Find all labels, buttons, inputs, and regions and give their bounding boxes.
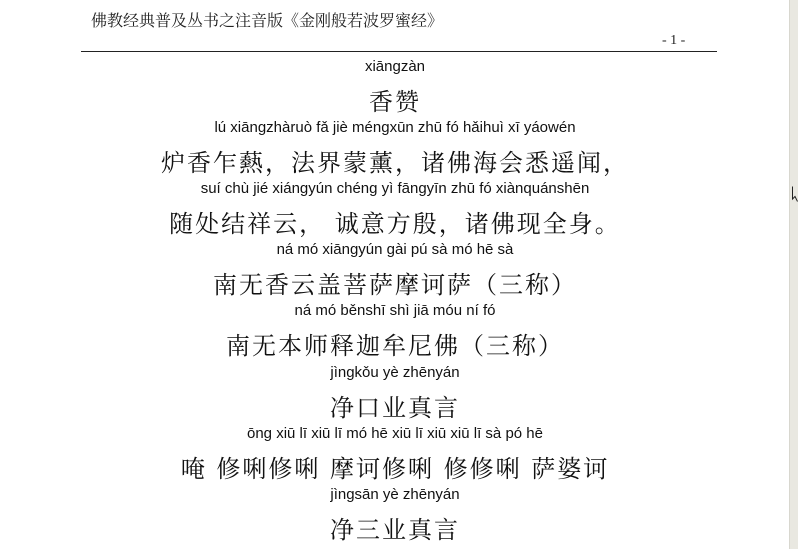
pinyin-line-3: suí chù jié xiángyún chéng yì fāngyīn zhū fó xiànquánshēn — [200, 180, 590, 197]
pinyin-line-6: jìngkǒu yè zhēnyán — [330, 364, 460, 381]
pinyin-line-2: lú xiāngzhàruò fǎ jiè méngxūn zhū fó hǎihuì xī yáowén — [214, 119, 576, 136]
mouse-pointer-icon — [792, 186, 798, 202]
pinyin-line-4: ná mó xiāngyún gài pú sà mó hē sà — [276, 241, 514, 258]
page-number: - 1 - — [662, 33, 686, 48]
running-header-title: 佛教经典普及丛书之注音版《金刚般若波罗蜜经》 — [91, 11, 444, 30]
hanzi-line-3: 随处结祥云， 诚意方殷，诸佛现全身。 — [169, 210, 621, 238]
hanzi-line-1: 香赞 — [369, 88, 421, 116]
hanzi-line-5: 南无本师释迦牟尼佛（三称） — [226, 332, 564, 360]
hanzi-line-2: 炉香乍爇，法界蒙薰，诸佛海会悉遥闻， — [161, 149, 629, 177]
pinyin-line-5: ná mó běnshī shì jiā móu ní fó — [294, 302, 496, 319]
hanzi-line-8: 净三业真言 — [330, 516, 460, 544]
pinyin-line-7: ōng xiū lī xiū lī mó hē xiū lī xiū xiū lī sà pó hē — [247, 425, 543, 442]
pinyin-line-1: xiāngzàn — [364, 58, 426, 75]
header-rule — [81, 51, 717, 52]
hanzi-line-7: 唵 修唎修唎 摩诃修唎 修修唎 萨婆诃 — [180, 455, 610, 483]
pinyin-line-8: jìngsān yè zhēnyán — [330, 486, 460, 503]
hanzi-line-6: 净口业真言 — [330, 394, 460, 422]
page-edge-scroll-gutter[interactable] — [789, 0, 798, 549]
hanzi-line-4: 南无香云盖菩萨摩诃萨（三称） — [213, 271, 577, 299]
